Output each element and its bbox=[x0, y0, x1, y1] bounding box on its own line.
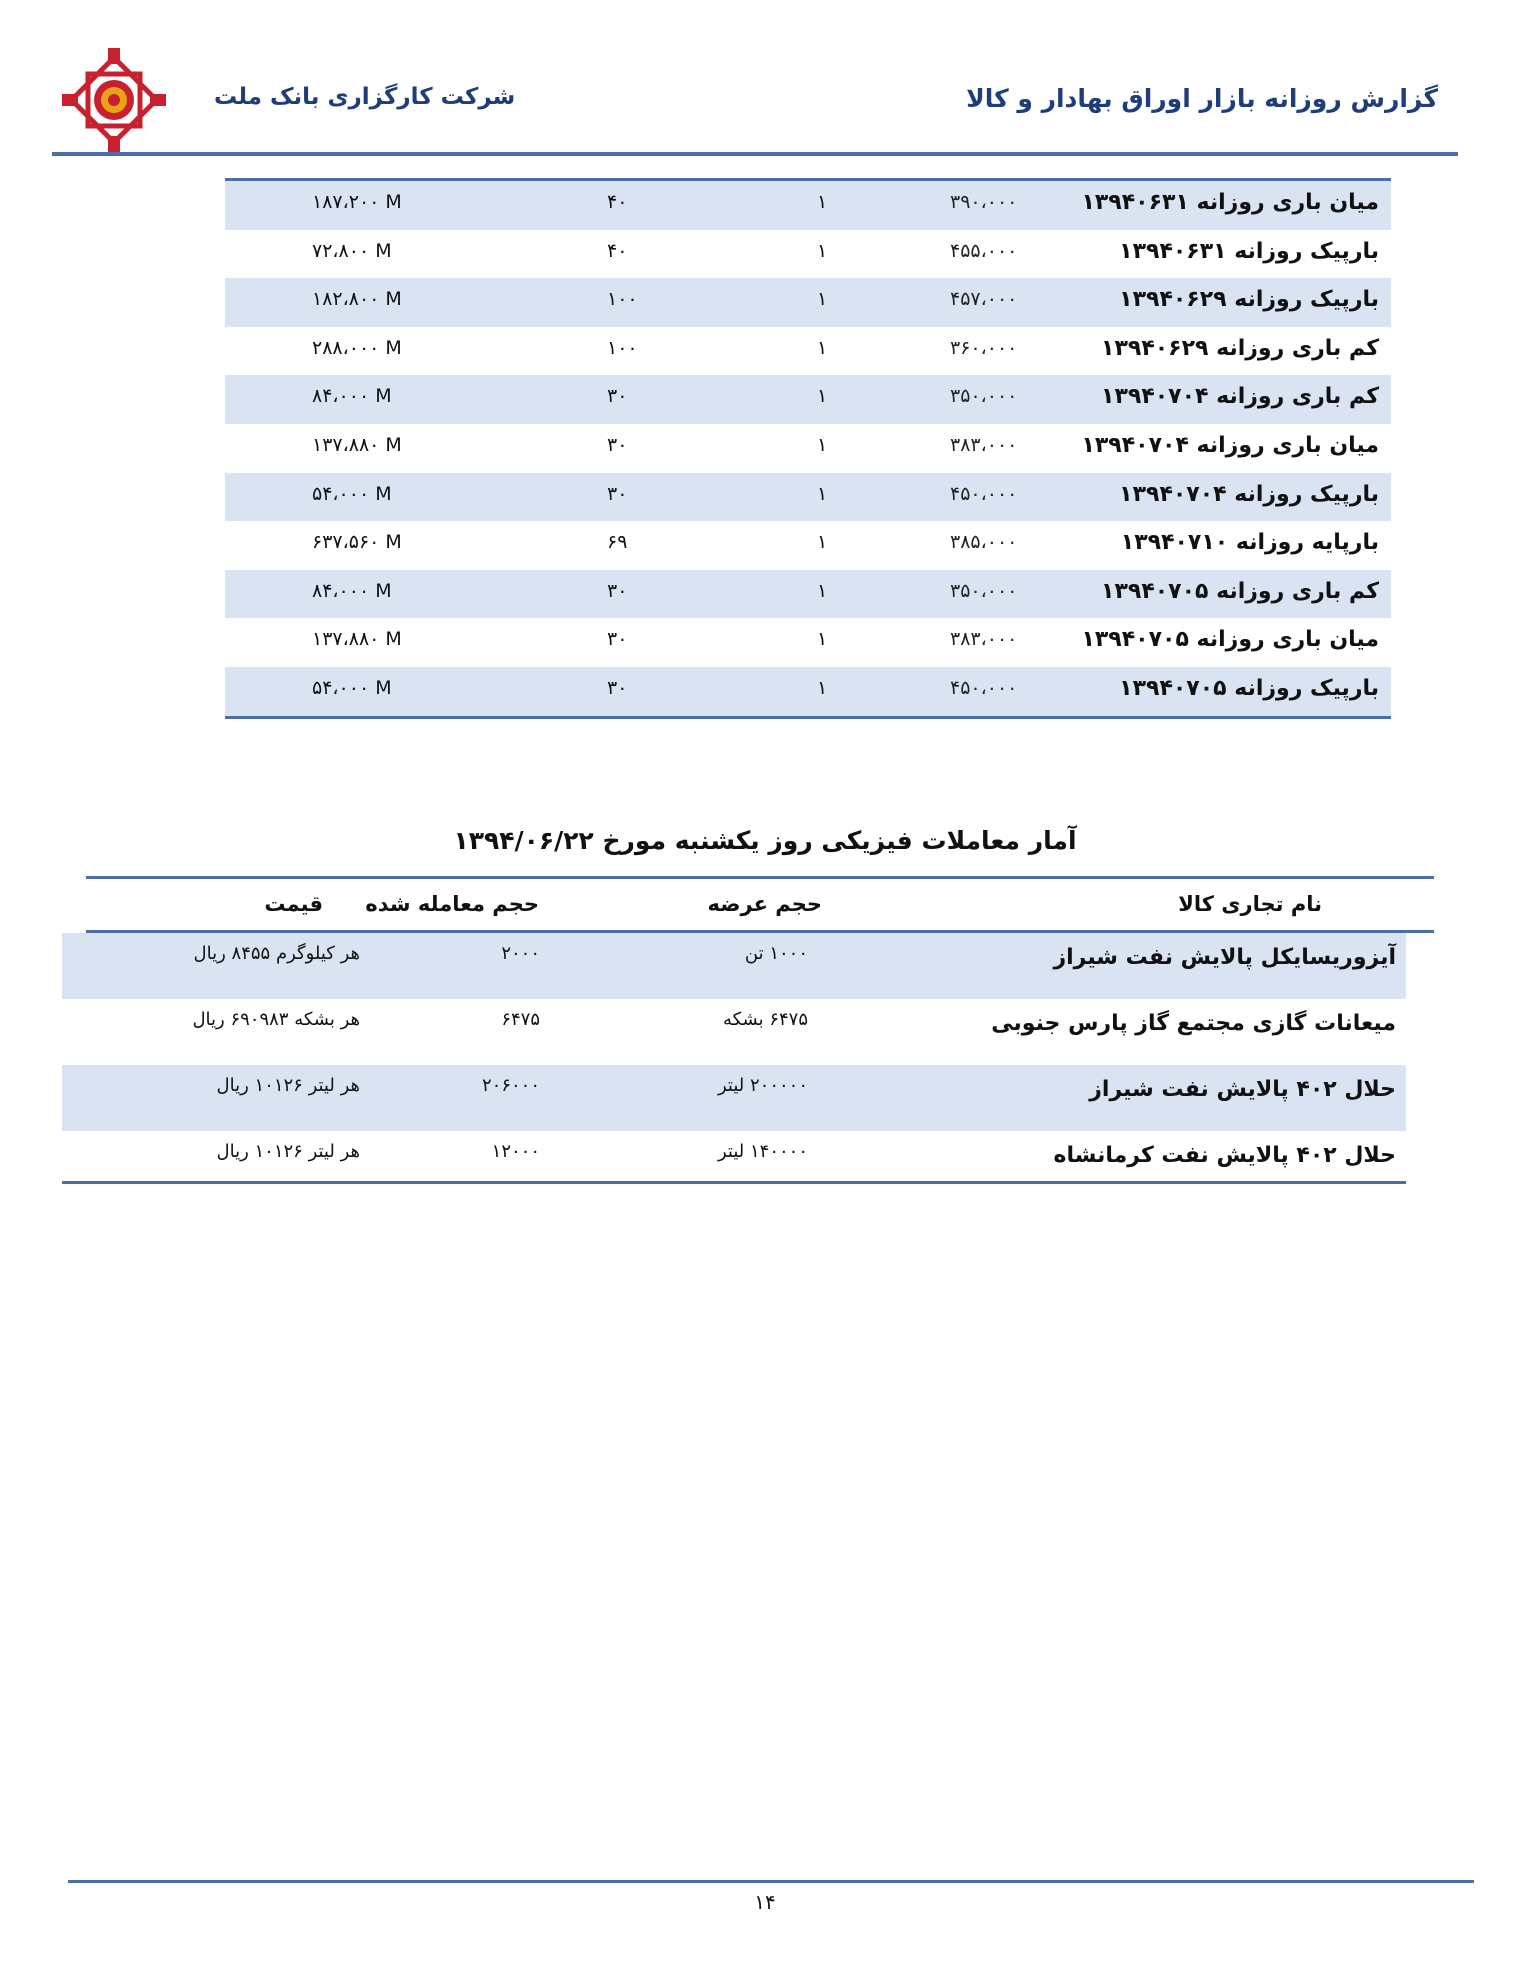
company-logo-icon bbox=[62, 48, 166, 152]
contract-count: ۳۰ bbox=[607, 482, 628, 505]
contract-count: ۳۰ bbox=[607, 628, 628, 651]
contract-price: ۳۸۳،۰۰۰ bbox=[950, 628, 1018, 651]
contract-value: ۲۸۸،۰۰۰ M bbox=[312, 336, 402, 359]
header-divider bbox=[52, 152, 1458, 156]
contract-price: ۳۵۰،۰۰۰ bbox=[950, 579, 1018, 602]
offer-volume: ۱۰۰۰ تن bbox=[744, 943, 808, 964]
table-row bbox=[225, 375, 1391, 424]
contract-count: ۱۰۰ bbox=[607, 288, 638, 311]
contract-count: ۳۰ bbox=[607, 433, 628, 456]
contract-price: ۳۸۵،۰۰۰ bbox=[950, 531, 1018, 554]
physical-trades-table-header bbox=[86, 880, 1434, 932]
product-price: هر لیتر ۱۰۱۲۶ ریال bbox=[216, 1141, 360, 1162]
contract-unit: ۱ bbox=[817, 433, 828, 456]
contract-name: بارپیک روزانه ۱۳۹۴۰۷۰۴ bbox=[1119, 481, 1379, 507]
contract-count: ۴۰ bbox=[607, 239, 628, 262]
contract-unit: ۱ bbox=[817, 628, 828, 651]
contract-value: ۱۸۷،۲۰۰ M bbox=[312, 191, 402, 213]
contract-unit: ۱ bbox=[817, 579, 828, 602]
contract-count: ۱۰۰ bbox=[607, 336, 638, 359]
offer-volume: ۶۴۷۵ بشکه bbox=[722, 1009, 808, 1030]
contract-unit: ۱ bbox=[817, 482, 828, 505]
product-name: حلال ۴۰۲ پالایش نفت کرمانشاه bbox=[1053, 1143, 1396, 1168]
contract-name: میان باری روزانه ۱۳۹۴۰۷۰۵ bbox=[1081, 627, 1379, 653]
table-row bbox=[225, 521, 1391, 570]
header-product-name: نام تجاری کالا bbox=[1178, 892, 1322, 916]
contract-unit: ۱ bbox=[817, 385, 828, 408]
contract-name: بارپیک روزانه ۱۳۹۴۰۶۳۱ bbox=[1119, 238, 1379, 264]
table-row bbox=[62, 1131, 1406, 1197]
offer-volume: ۲۰۰۰۰۰ لیتر bbox=[717, 1075, 808, 1096]
contract-price: ۳۶۰،۰۰۰ bbox=[950, 336, 1018, 359]
traded-volume: ۲۰۰۰ bbox=[501, 943, 540, 964]
contracts-table bbox=[225, 178, 1391, 719]
physical-trades-table bbox=[62, 933, 1406, 1197]
contract-unit: ۱ bbox=[817, 191, 828, 213]
contract-price: ۴۵۷،۰۰۰ bbox=[950, 288, 1018, 311]
contract-value: ۷۲،۸۰۰ M bbox=[312, 239, 392, 262]
header-offer-volume: حجم عرضه bbox=[707, 892, 822, 916]
contract-value: ۸۴،۰۰۰ M bbox=[312, 385, 392, 408]
product-name: میعانات گازی مجتمع گاز پارس جنوبی bbox=[991, 1011, 1396, 1036]
contract-value: ۸۴،۰۰۰ M bbox=[312, 579, 392, 602]
company-name: شرکت کارگزاری بانک ملت bbox=[214, 84, 516, 110]
table-row bbox=[225, 230, 1391, 279]
product-price: هر بشکه ۶۹۰۹۸۳ ریال bbox=[192, 1009, 360, 1030]
contract-price: ۴۵۵،۰۰۰ bbox=[950, 239, 1018, 262]
contract-price: ۳۵۰،۰۰۰ bbox=[950, 385, 1018, 408]
contract-unit: ۱ bbox=[817, 676, 828, 699]
contract-price: ۳۹۰،۰۰۰ bbox=[950, 191, 1018, 213]
traded-volume: ۲۰۶۰۰۰ bbox=[481, 1075, 540, 1096]
contract-count: ۳۰ bbox=[607, 385, 628, 408]
product-price: هر کیلوگرم ۸۴۵۵ ریال bbox=[193, 943, 360, 964]
contract-count: ۳۰ bbox=[607, 676, 628, 699]
contract-name: کم باری روزانه ۱۳۹۴۰۷۰۴ bbox=[1101, 384, 1379, 410]
offer-volume: ۱۴۰۰۰۰ لیتر bbox=[717, 1141, 808, 1162]
table-row bbox=[225, 667, 1391, 716]
contract-name: میان باری روزانه ۱۳۹۴۰۶۳۱ bbox=[1081, 190, 1379, 215]
table-header-rule-top bbox=[86, 876, 1434, 879]
contract-count: ۳۰ bbox=[607, 579, 628, 602]
contract-count: ۶۹ bbox=[607, 531, 628, 554]
contract-unit: ۱ bbox=[817, 336, 828, 359]
contract-name: بارپیک روزانه ۱۳۹۴۰۶۲۹ bbox=[1119, 287, 1379, 313]
contract-unit: ۱ bbox=[817, 531, 828, 554]
report-title: گزارش روزانه بازار اوراق بهادار و کالا bbox=[966, 84, 1438, 113]
table-row bbox=[225, 473, 1391, 522]
product-price: هر لیتر ۱۰۱۲۶ ریال bbox=[216, 1075, 360, 1096]
table-row bbox=[225, 327, 1391, 376]
contract-price: ۴۵۰،۰۰۰ bbox=[950, 482, 1018, 505]
contract-count: ۴۰ bbox=[607, 191, 628, 213]
table-row bbox=[62, 1065, 1406, 1131]
contract-name: کم باری روزانه ۱۳۹۴۰۶۲۹ bbox=[1101, 335, 1379, 361]
contract-name: بارپایه روزانه ۱۳۹۴۰۷۱۰ bbox=[1120, 530, 1379, 556]
page-number: ۱۴ bbox=[754, 1890, 776, 1914]
traded-volume: ۱۲۰۰۰ bbox=[491, 1141, 540, 1162]
contract-value: ۱۸۲،۸۰۰ M bbox=[312, 288, 402, 311]
table-row bbox=[62, 999, 1406, 1065]
contract-value: ۱۳۷،۸۸۰ M bbox=[312, 433, 402, 456]
header-price: قیمت bbox=[264, 892, 323, 916]
contract-value: ۵۴،۰۰۰ M bbox=[312, 676, 392, 699]
table-row bbox=[225, 618, 1391, 667]
table-bottom-rule bbox=[62, 1181, 1406, 1184]
table-row bbox=[62, 933, 1406, 999]
footer-divider bbox=[68, 1880, 1474, 1883]
table-row bbox=[225, 424, 1391, 473]
product-name: حلال ۴۰۲ پالایش نفت شیراز bbox=[1089, 1077, 1396, 1102]
table-row bbox=[225, 278, 1391, 327]
contract-price: ۴۵۰،۰۰۰ bbox=[950, 676, 1018, 699]
contract-unit: ۱ bbox=[817, 288, 828, 311]
traded-volume: ۶۴۷۵ bbox=[501, 1009, 540, 1030]
section-title: آمار معاملات فیزیکی روز یکشنبه مورخ ۱۳۹۴/۰۶/۲۲ bbox=[453, 826, 1077, 855]
table-row bbox=[225, 570, 1391, 619]
contract-unit: ۱ bbox=[817, 239, 828, 262]
contract-value: ۵۴،۰۰۰ M bbox=[312, 482, 392, 505]
contract-price: ۳۸۳،۰۰۰ bbox=[950, 433, 1018, 456]
contract-name: کم باری روزانه ۱۳۹۴۰۷۰۵ bbox=[1101, 578, 1379, 604]
contract-name: بارپیک روزانه ۱۳۹۴۰۷۰۵ bbox=[1119, 675, 1379, 701]
contract-name: میان باری روزانه ۱۳۹۴۰۷۰۴ bbox=[1081, 432, 1379, 458]
header-traded-volume: حجم معامله شده bbox=[365, 892, 539, 916]
contract-value: ۶۳۷،۵۶۰ M bbox=[312, 531, 402, 554]
table-row bbox=[225, 181, 1391, 230]
contract-value: ۱۳۷،۸۸۰ M bbox=[312, 628, 402, 651]
product-name: آیزوریسایکل پالایش نفت شیراز bbox=[1053, 945, 1396, 970]
